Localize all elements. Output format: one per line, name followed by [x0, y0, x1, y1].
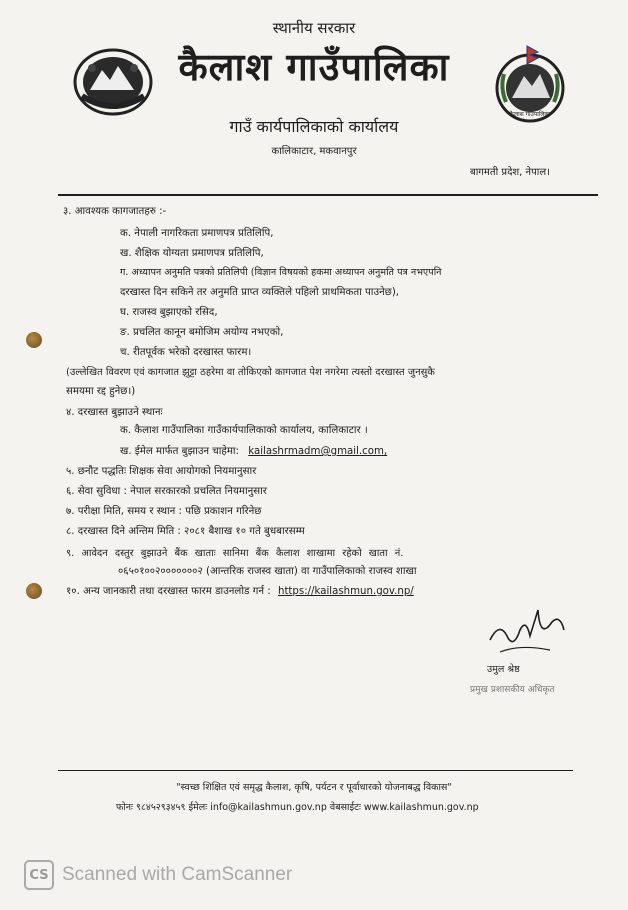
list-item: क. कैलाश गाउँपालिका गाउँकार्यपालिकाको कार्यालय, कालिकाटार । — [120, 425, 368, 436]
section10-label: १०. अन्य जानकारी तथा दरखास्त फारम डाउनलोड गर्न : — [66, 586, 271, 597]
section4-heading: ४. दरखास्त बुझाउने स्थानः — [66, 407, 163, 418]
camscanner-watermark — [24, 860, 292, 890]
phone-label: फोनः — [116, 802, 133, 813]
list-item: घ. राजस्व बुझाएको रसिद, — [120, 307, 218, 318]
section10-line — [66, 583, 414, 597]
list-item: ङ. प्रचलित कानून बमोजिम अयोग्य नभएको, — [120, 327, 284, 338]
signature-icon — [480, 600, 570, 670]
watermark-text: Scanned with CamScanner — [62, 864, 293, 885]
office-subtitle: गाउँ कार्यपालिकाको कार्यालय — [229, 117, 399, 136]
footer-slogan: "स्वच्छ शिक्षित एवं समृद्ध कैलाश, कृषि, पर्यटन र पूर्वाधारको योजनाबद्ध विकास" — [176, 782, 452, 793]
download-url-link[interactable]: https://kailashmun.gov.np/ — [277, 586, 414, 597]
section3-heading: ३. आवश्यक कागजातहरु :- — [63, 206, 167, 217]
section7-line: ७. परीक्षा मिति, समय र स्थान : पछि प्रकाशन गरिनेछ — [66, 506, 262, 517]
section3-note-line1: (उल्लेखित विवरण एवं कागजात झुट्टा ठहरेमा वा तोकिएको कागजात पेश नगरेमा त्यस्तो दरखास्त जुनसुकै — [66, 367, 435, 378]
list-item: ग. अध्यापन अनुमति पत्रको प्रतिलिपी (विज्ञान विषयको हकमा अध्यापन अनुमति पत्र नभएपनि — [120, 267, 442, 278]
signatory-name: उमुल श्रेष्ठ — [487, 664, 520, 675]
footer-divider — [58, 770, 573, 771]
email-line — [120, 443, 387, 457]
email-label: ईमेलः — [188, 802, 208, 813]
footer-email-link[interactable]: info@kailashmun.gov.np — [210, 802, 327, 813]
province-label: बागमती प्रदेश, नेपाल। — [470, 167, 550, 178]
local-government-label: स्थानीय सरकार — [272, 19, 356, 37]
list-item: दरखास्त दिन सकिने तर अनुमति प्राप्त व्यक्तिले पहिलो प्राथमिकता पाउनेछ), — [120, 287, 400, 298]
website-label: वेबसाईटः — [329, 802, 361, 813]
office-name: कैलाश गाउँपालिका — [178, 45, 450, 89]
signatory-title: प्रमुख प्रशासकीय अधिकृत — [470, 685, 555, 695]
kailash-municipality-logo-icon — [490, 44, 570, 124]
punch-hole — [26, 332, 42, 348]
email-label: ख. ईमेल मार्फत बुझाउन चाहेमा: — [120, 446, 239, 457]
footer-contact — [116, 800, 479, 813]
submission-email-link[interactable]: kailashrmadm@gmail.com, — [248, 446, 388, 457]
camscanner-logo-icon: CS — [24, 860, 54, 890]
section9-line1: ९. आवेदन दस्तुर बुझाउने बैंक खाताः सानिमा बैंक कैलाश शाखामा रहेको खाता नं. — [66, 548, 404, 559]
list-item: च. रीतपूर्वक भरेको दरखास्त फारम। — [120, 347, 252, 358]
section5-line: ५. छनौट पद्धतिः शिक्षक सेवा आयोगको नियमानुसार — [66, 466, 257, 477]
section3-note-line2: समयमा रद्द हुनेछ।) — [66, 386, 136, 397]
section9-line2: ०६५०१००२०००००००२ (आन्तरिक राजस्व खाता) वा गाउँपालिकाको राजस्व शाखा — [118, 566, 417, 577]
list-item: ख. शैक्षिक योग्यता प्रमाणपत्र प्रतिलिपि, — [120, 248, 264, 259]
phone-number: ९८४५२९३४५९ — [136, 802, 186, 813]
section8-line: ८. दरखास्त दिने अन्तिम मिति : २०८१ बैशाख १० गते बुधबारसम्म — [66, 526, 305, 537]
section6-line: ६. सेवा सुविधा : नेपाल सरकारको प्रचलित नियमानुसार — [66, 486, 267, 497]
right-logo-text: कैलाश गाउँपालिका — [509, 111, 551, 118]
footer-website-link[interactable]: www.kailashmun.gov.np — [363, 802, 479, 813]
punch-hole — [26, 583, 42, 599]
list-item: क. नेपाली नागरिकता प्रमाणपत्र प्रतिलिपि, — [120, 228, 274, 239]
office-address: कालिकाटार, मकवानपुर — [271, 146, 357, 157]
header-divider — [58, 194, 598, 196]
